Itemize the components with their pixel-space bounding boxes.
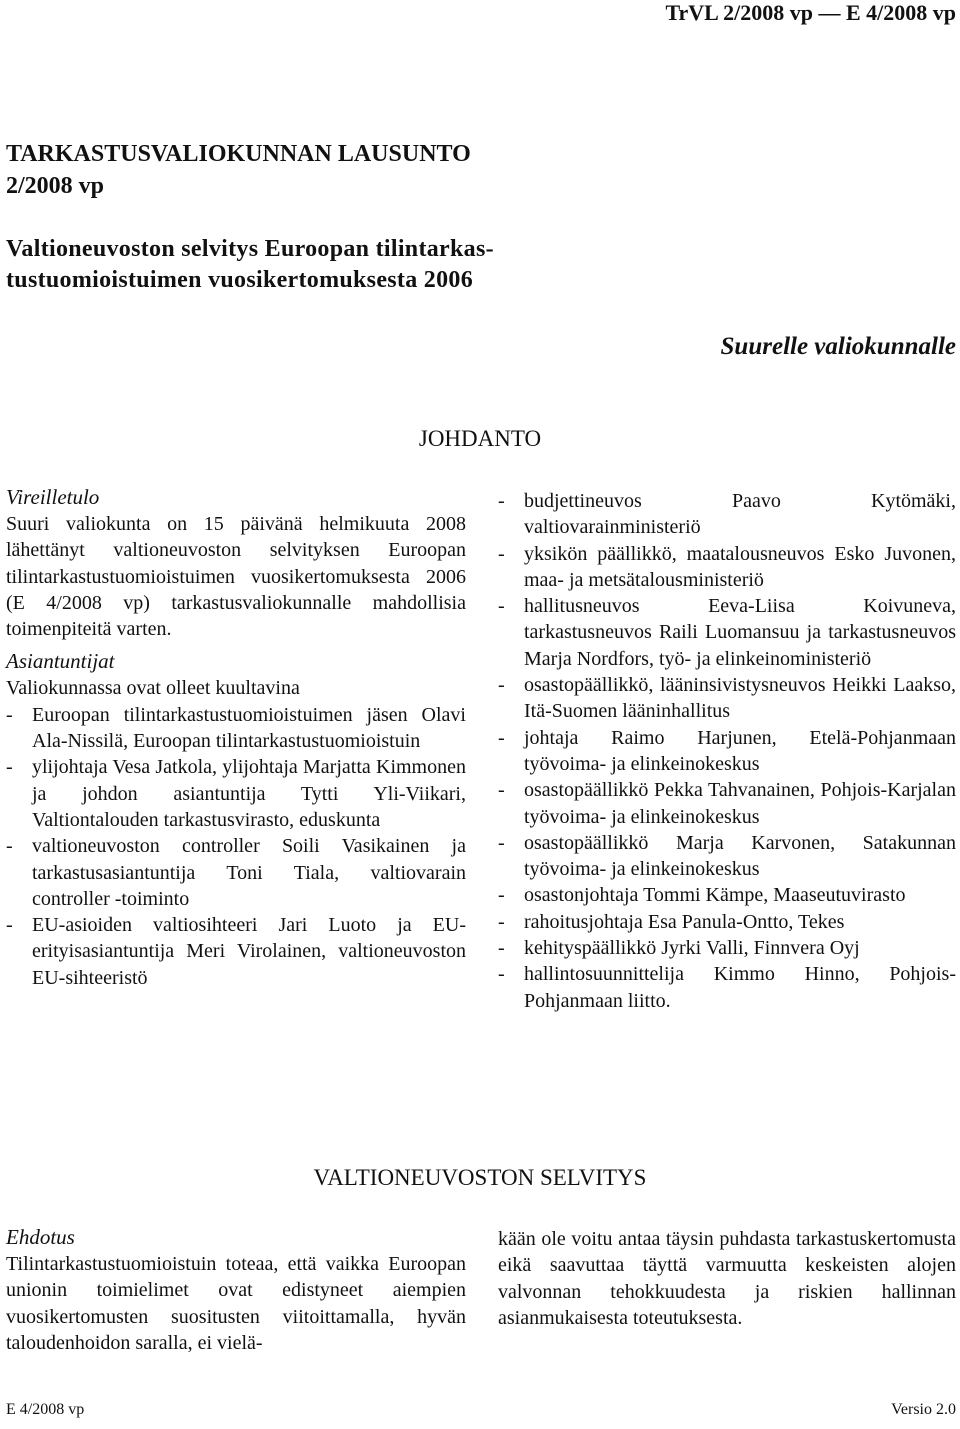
- footer-version: Versio 2.0: [891, 1401, 956, 1418]
- list-item: - yksikön päällikkö, maatalousneuvos Esko Juvonen, maa- ja metsätalousministeriö: [498, 541, 956, 594]
- list-item: - Euroopan tilintarkastustuomioistuimen jäsen Olavi Ala-Nissilä, Euroopan tilintarkastustuomioistuin: [6, 702, 466, 755]
- list-item: - EU-asioiden valtiosihteeri Jari Luoto ja EU-erityisasiantuntija Meri Virolainen, valtioneuvoston EU-sihteeristö: [6, 912, 466, 991]
- list-item: - ylijohtaja Vesa Jatkola, ylijohtaja Marjatta Kimmonen ja johdon asiantuntija Tytti Yli-Viikari, Valtiontalouden tarkastusvirasto, eduskunta: [6, 754, 466, 833]
- ehdotus-text-continued: kään ole voitu antaa täysin puhdasta tarkastuskertomusta eikä saavuttaa täyttä varmuutta keskeisten alojen valvonnan tehokkuudesta ja riskien hallinnan asianmukaisesta toteutuksesta.: [498, 1228, 956, 1329]
- list-item: - osastopäällikkö Pekka Tahvanainen, Pohjois-Karjalan työvoima- ja elinkeinokeskus: [498, 777, 956, 830]
- expert-list-left: [6, 702, 466, 991]
- vireilletulo-text: Suuri valiokunta on 15 päivänä helmikuuta 2008 lähettänyt valtioneuvoston selvityksen Euroopan tilintarkastustuomioistuimen vuosikertomuksesta 2006 (E 4/2008 vp) tarkastusvaliokunnalle mahdollisia toimenpiteitä varten.: [6, 513, 466, 641]
- list-item: - hallitusneuvos Eeva-Liisa Koivuneva, tarkastusneuvos Raili Luomansuu ja tarkastusneuvos Marja Nordfors, työ- ja elinkeinoministeriö: [498, 593, 956, 672]
- johdanto-right-column: [498, 488, 956, 1014]
- list-item: - valtioneuvoston controller Soili Vasikainen ja tarkastusasiantuntija Toni Tiala, valtiovarain controller -toiminto: [6, 833, 466, 912]
- vireilletulo-heading: Vireilletulo: [6, 485, 100, 509]
- ehdotus-text: Tilintarkastustuomioistuin toteaa, että vaikka Euroopan unionin toimielimet ovat edistyneet aiempien vuosikertomusten suositusten viitoittamalla, hyvän taloudenhoidon saralla, ei vielä-: [6, 1253, 466, 1354]
- document-subtitle: [6, 234, 494, 296]
- section-heading-selvitys: VALTIONEUVOSTON SELVITYS: [313, 1165, 647, 1190]
- document-number: 2/2008 vp: [6, 173, 105, 199]
- subtitle-line-1: Valtioneuvoston selvitys Euroopan tilintarkas-: [6, 236, 494, 262]
- list-item: - budjettineuvos Paavo Kytömäki, valtiovarainministeriö: [498, 488, 956, 541]
- selvitys-left-column: [6, 1224, 466, 1356]
- list-item: - johtaja Raimo Harjunen, Etelä-Pohjanmaan työvoima- ja elinkeinokeskus: [498, 725, 956, 778]
- list-item: - rahoitusjohtaja Esa Panula-Ontto, Tekes: [498, 909, 956, 935]
- selvitys-right-column: [498, 1226, 956, 1331]
- ehdotus-heading: Ehdotus: [6, 1225, 75, 1249]
- document-title: TARKASTUSVALIOKUNNAN LAUSUNTO: [6, 141, 471, 167]
- section-heading-johdanto: JOHDANTO: [418, 426, 542, 451]
- running-header: TrVL 2/2008 vp — E 4/2008 vp: [665, 0, 956, 25]
- recipient: Suurelle valiokunnalle: [720, 333, 956, 360]
- subtitle-line-2: tustuomioistuimen vuosikertomuksesta 2006: [6, 267, 473, 293]
- list-item: - osastonjohtaja Tommi Kämpe, Maaseutuvirasto: [498, 882, 956, 908]
- list-item: - osastopäällikkö, lääninsivistysneuvos Heikki Laakso, Itä-Suomen lääninhallitus: [498, 672, 956, 725]
- asiantuntijat-heading: Asiantuntijat: [6, 649, 115, 674]
- asiantuntijat-intro: Valiokunnassa ovat olleet kuultavina: [6, 677, 300, 700]
- list-item: - kehityspäällikkö Jyrki Valli, Finnvera Oyj: [498, 935, 956, 961]
- johdanto-left-column: [6, 484, 466, 991]
- expert-list-right: [498, 488, 956, 1014]
- list-item: - osastopäällikkö Marja Karvonen, Satakunnan työvoima- ja elinkeinokeskus: [498, 830, 956, 883]
- footer-doc-ref: E 4/2008 vp: [6, 1401, 85, 1418]
- list-item: - hallintosuunnittelija Kimmo Hinno, Pohjois-Pohjanmaan liitto.: [498, 961, 956, 1014]
